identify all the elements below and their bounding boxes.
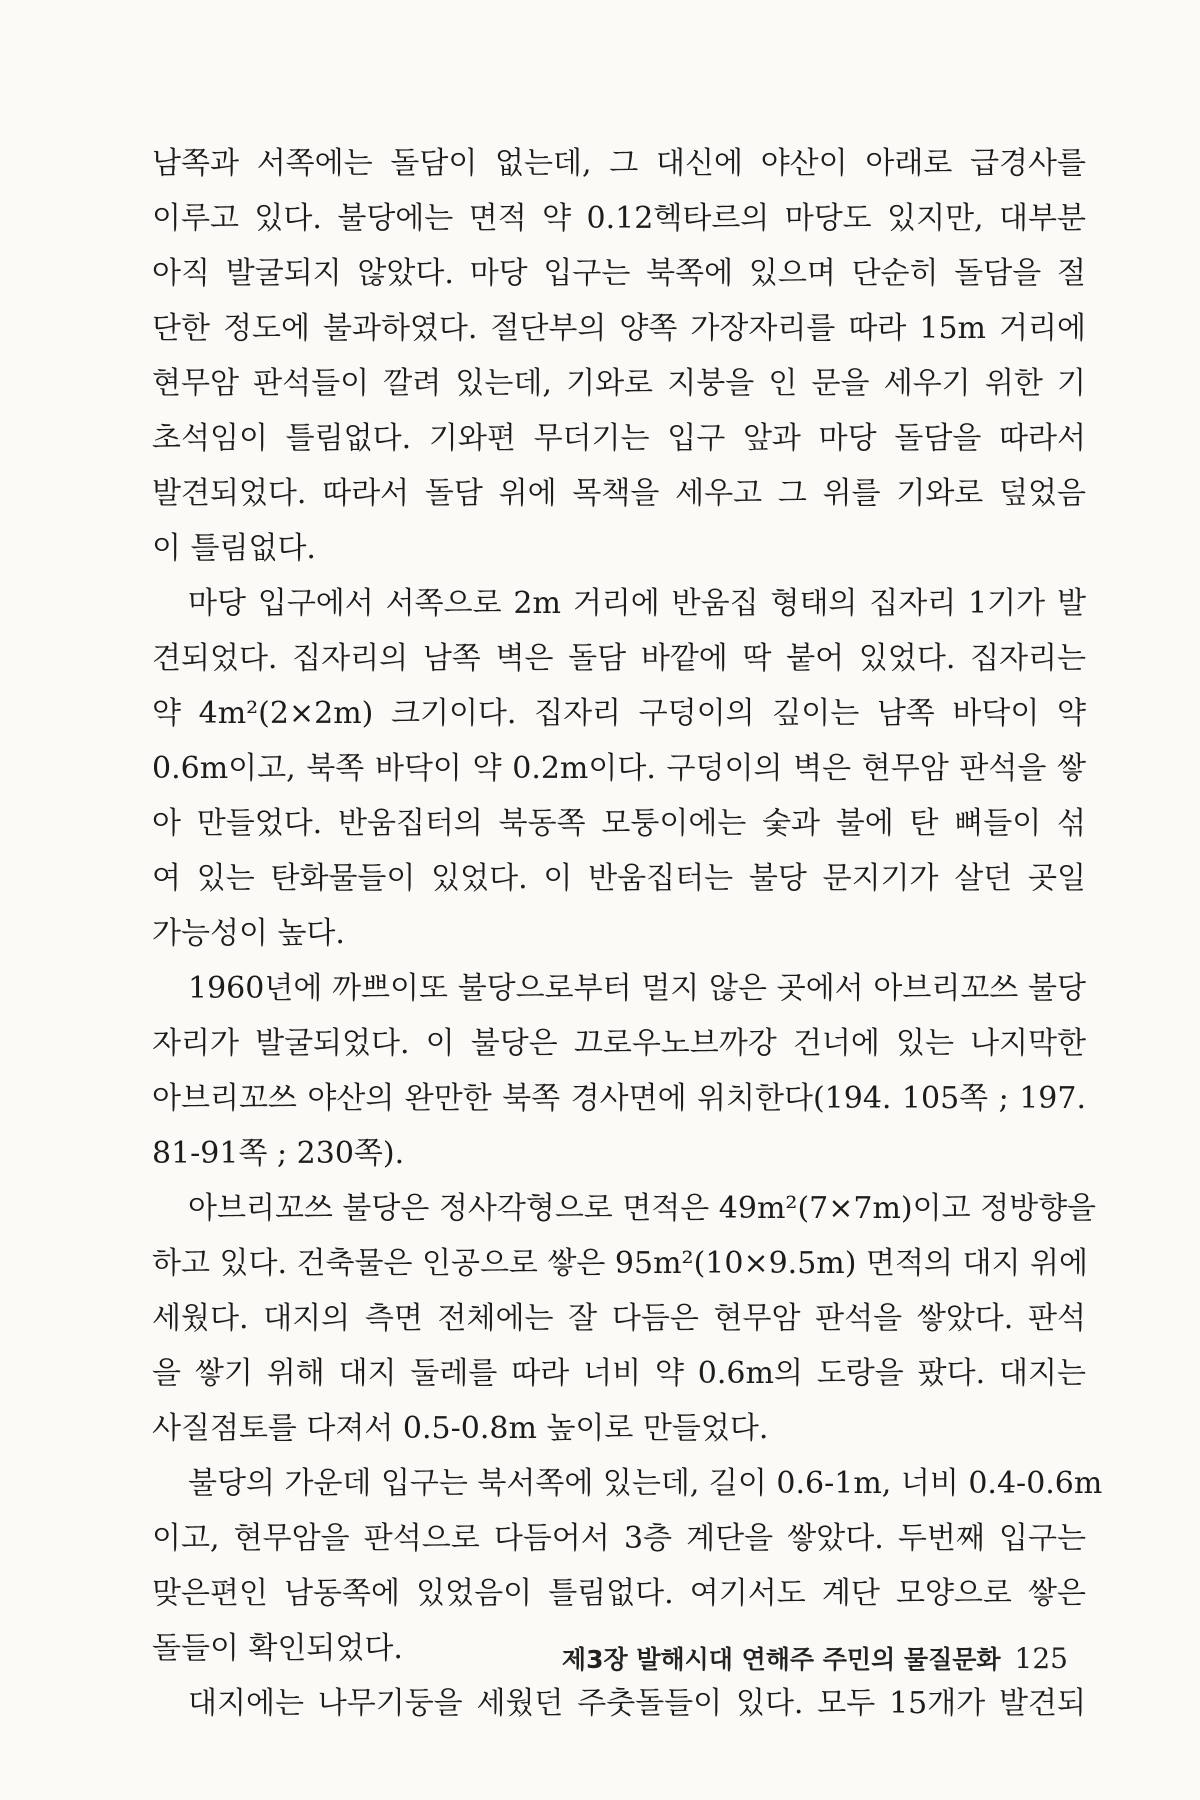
text-line: 남쪽과 서쪽에는 돌담이 없는데, 그 대신에 야산이 아래로 급경사를 bbox=[152, 146, 1086, 181]
text-line: 자리가 발굴되었다. 이 불당은 끄로우노브까강 건너에 있는 나지막한 bbox=[152, 1026, 1086, 1061]
text-line: 단한 정도에 불과하였다. 절단부의 양쪽 가장자리를 따라 15m 거리에 bbox=[152, 311, 1086, 346]
text-line: 현무암 판석들이 깔려 있는데, 기와로 지붕을 인 문을 세우기 위한 기 bbox=[152, 366, 1086, 401]
text-line: 여 있는 탄화물들이 있었다. 이 반움집터는 불당 문지기가 살던 곳일 bbox=[152, 861, 1086, 896]
text-line: 을 쌓기 위해 대지 둘레를 따라 너비 약 0.6m의 도랑을 팠다. 대지는 bbox=[152, 1356, 1086, 1391]
text-line: 가능성이 높다. bbox=[152, 916, 345, 951]
text-line: 1960년에 까쁘이또 불당으로부터 멀지 않은 곳에서 아브리꼬쓰 불당 bbox=[188, 971, 1086, 1006]
page-number: 125 bbox=[1014, 1642, 1068, 1675]
text-line: 돌들이 확인되었다. bbox=[152, 1631, 403, 1666]
text-line: 아직 발굴되지 않았다. 마당 입구는 북쪽에 있으며 단순히 돌담을 절 bbox=[152, 256, 1086, 291]
text-line: 이루고 있다. 불당에는 면적 약 0.12헥타르의 마당도 있지만, 대부분 bbox=[152, 201, 1086, 236]
text-line: 세웠다. 대지의 측면 전체에는 잘 다듬은 현무암 판석을 쌓았다. 판석 bbox=[152, 1301, 1086, 1336]
text-line: 사질점토를 다져서 0.5-0.8m 높이로 만들었다. bbox=[152, 1411, 769, 1446]
text-line: 발견되었다. 따라서 돌담 위에 목책을 세우고 그 위를 기와로 덮었음 bbox=[152, 476, 1086, 511]
text-line: 마당 입구에서 서쪽으로 2m 거리에 반움집 형태의 집자리 1기가 발 bbox=[188, 586, 1086, 621]
text-line: 불당의 가운데 입구는 북서쪽에 있는데, 길이 0.6-1m, 너비 0.4-0.6m bbox=[188, 1466, 1103, 1501]
text-line: 81-91쪽 ; 230쪽). bbox=[152, 1136, 405, 1171]
text-line: 아브리꼬쓰 야산의 완만한 북쪽 경사면에 위치한다(194. 105쪽 ; 197. bbox=[152, 1081, 1086, 1116]
running-footer bbox=[562, 1641, 1068, 1677]
text-line: 아브리꼬쓰 불당은 정사각형으로 면적은 49m²(7×7m)이고 정방향을 bbox=[188, 1191, 1097, 1226]
text-line: 견되었다. 집자리의 남쪽 벽은 돌담 바깥에 딱 붙어 있었다. 집자리는 bbox=[152, 641, 1086, 676]
text-line: 아 만들었다. 반움집터의 북동쪽 모퉁이에는 숯과 불에 탄 뼈들이 섞 bbox=[152, 806, 1086, 841]
text-line: 이 틀림없다. bbox=[152, 531, 316, 566]
text-line: 맞은편인 남동쪽에 있었음이 틀림없다. 여기서도 계단 모양으로 쌓은 bbox=[152, 1576, 1086, 1611]
body-text bbox=[152, 136, 1103, 1731]
chapter-title: 제3장 발해시대 연해주 주민의 물질문화 bbox=[561, 1645, 1001, 1674]
text-line: 대지에는 나무기둥을 세웠던 주춧돌들이 있다. 모두 15개가 발견되 bbox=[188, 1686, 1086, 1721]
text-line: 0.6m이고, 북쪽 바닥이 약 0.2m이다. 구덩이의 벽은 현무암 판석을 쌓 bbox=[152, 751, 1086, 786]
text-line: 약 4m²(2×2m) 크기이다. 집자리 구덩이의 깊이는 남쪽 바닥이 약 bbox=[152, 696, 1086, 731]
text-line: 이고, 현무암을 판석으로 다듬어서 3층 계단을 쌓았다. 두번째 입구는 bbox=[152, 1521, 1086, 1556]
text-line: 하고 있다. 건축물은 인공으로 쌓은 95m²(10×9.5m) 면적의 대지 위에 bbox=[152, 1246, 1088, 1281]
text-line: 초석임이 틀림없다. 기와편 무더기는 입구 앞과 마당 돌담을 따라서 bbox=[152, 421, 1086, 456]
